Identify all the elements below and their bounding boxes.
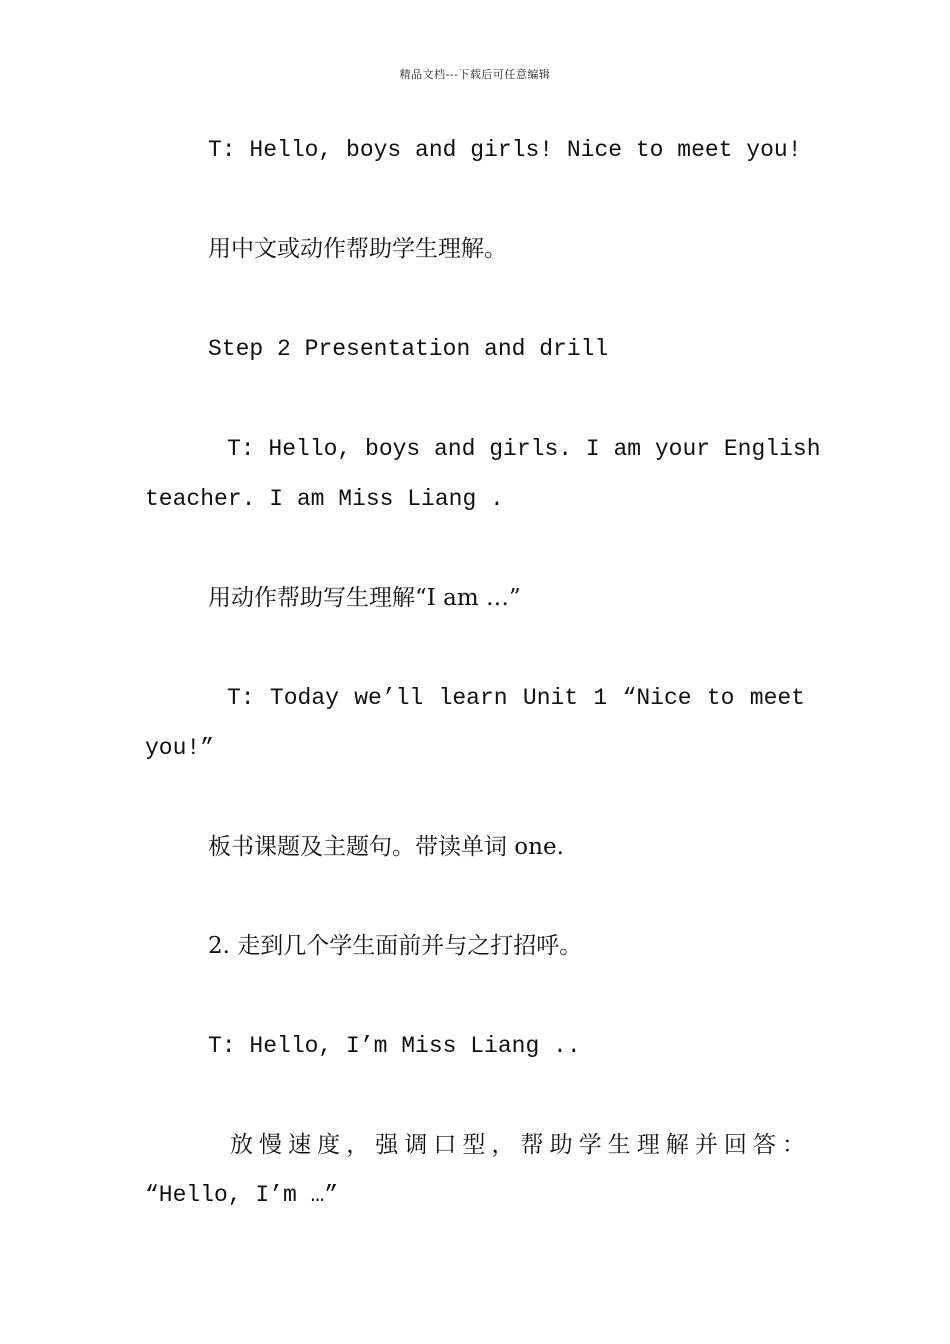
instruction-slow-speed-line-1: 放慢速度，强调口型，帮助学生理解并回答：: [230, 1132, 805, 1158]
instruction-slow-speed-line-2: “Hello, I’m …”: [145, 1182, 339, 1208]
teacher-unit-line-2: you!”: [145, 735, 215, 761]
step-heading: Step 2 Presentation and drill: [208, 336, 609, 362]
instruction-greet-students: 2. 走到几个学生面前并与之打招呼。: [208, 933, 583, 959]
page-header: 精品文档---下载后可任意编辑: [399, 68, 551, 81]
teacher-greeting-line: T: Hello, boys and girls! Nice to meet you!: [208, 137, 802, 163]
instruction-i-am: 用动作帮助写生理解“I am …”: [208, 585, 521, 611]
teacher-intro-line-1: T: Hello, boys and girls. I am your English: [227, 436, 821, 462]
teacher-unit-line-1: T: Today we’ll learn Unit 1 “Nice to meet: [227, 685, 805, 711]
instruction-blackboard: 板书课题及主题句。带读单词 one.: [208, 834, 564, 860]
instruction-understanding: 用中文或动作帮助学生理解。: [208, 236, 507, 262]
teacher-intro-line-2: teacher. I am Miss Liang .: [145, 486, 504, 512]
teacher-hello-miss-liang: T: Hello, I’m Miss Liang ..: [208, 1033, 581, 1059]
